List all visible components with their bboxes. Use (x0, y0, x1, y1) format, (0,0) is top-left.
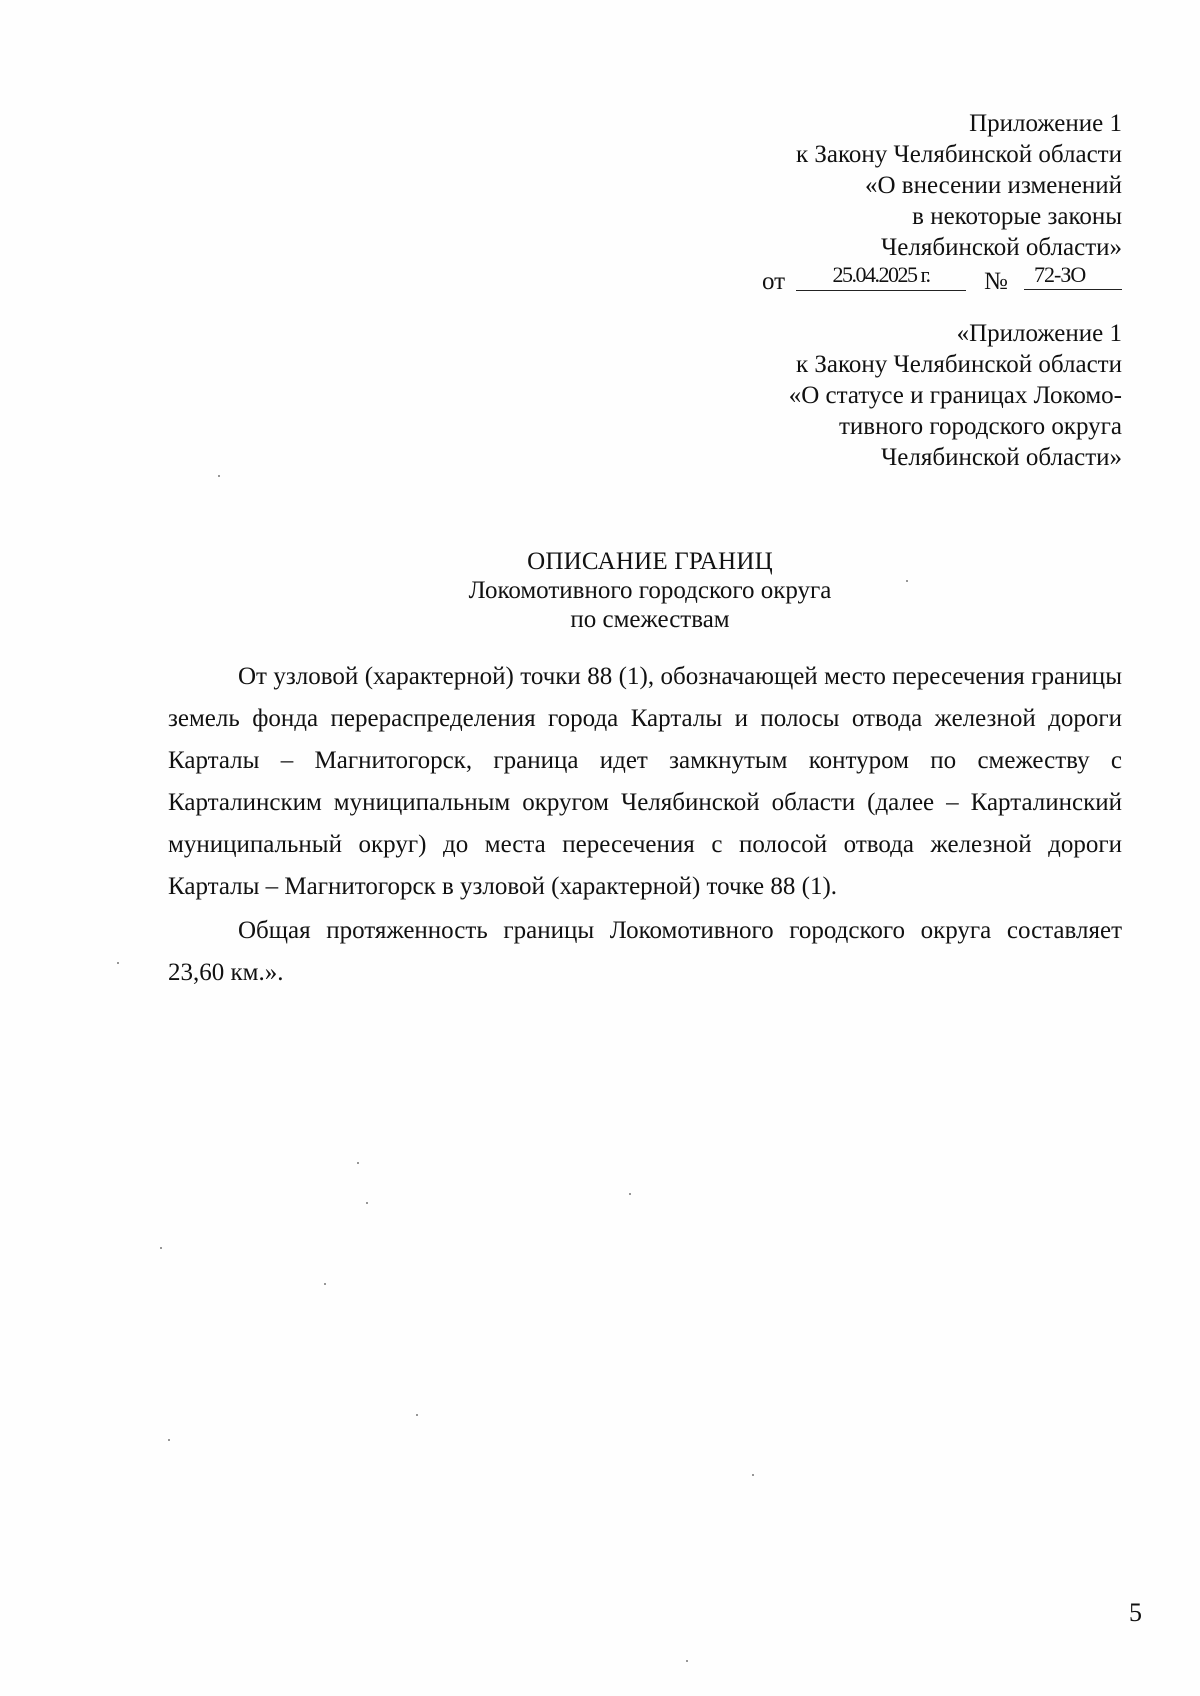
header-line: Челябинской области» (881, 234, 1122, 261)
document-title (0, 547, 1200, 634)
scan-speck (168, 1439, 170, 1441)
scan-speck (752, 1474, 754, 1476)
scan-speck (218, 475, 220, 477)
header-line: к Закону Челябинской области (796, 141, 1122, 168)
body-text (168, 656, 1122, 996)
scan-speck (906, 580, 908, 582)
title-line-3: по смежествам (570, 606, 730, 633)
scan-speck (117, 962, 119, 964)
title-line-1: ОПИСАНИЕ ГРАНИЦ (527, 548, 773, 575)
page-number: 5 (1129, 1598, 1142, 1627)
body-paragraph: От узловой (характерной) точки 88 (1), обозначающей место пересечения границы земель фонда перераспределения города Карталы и полосы отвода железной дороги Карталы – Магнитогорск, граница идет замкнутым контуром по смежеству с Карталинским муниципальным округом Челябинской области (далее – Карталинский муниципальный округ) до места пересечения с полосой отвода железной дороги Карталы – Магнитогорск в узловой (характерной) точке 88 (1). (168, 663, 1122, 900)
scan-speck (160, 1247, 162, 1249)
scan-speck (629, 1193, 631, 1195)
quoted-line: к Закону Челябинской области (796, 351, 1122, 378)
scan-speck (686, 1660, 688, 1662)
quoted-line: «Приложение 1 (956, 320, 1122, 347)
header-line: Приложение 1 (969, 110, 1122, 137)
quoted-line: Челябинской области» (881, 444, 1122, 471)
scan-speck (366, 1202, 368, 1204)
number-field: 72-ЗО (1024, 262, 1122, 290)
header-line: в некоторые законы (912, 203, 1122, 230)
date-number-line (762, 262, 1122, 296)
quoted-appendix-header (602, 318, 1122, 473)
scan-speck (324, 1283, 326, 1285)
header-line: «О внесении изменений (864, 172, 1122, 199)
date-prefix: от (762, 268, 786, 295)
number-sign: № (984, 268, 1008, 295)
scan-speck (357, 1162, 359, 1164)
date-field: 25.04.2025 г. (796, 262, 966, 291)
scan-speck (416, 1414, 418, 1416)
quoted-line: «О статусе и границах Локомо- (788, 382, 1122, 409)
quoted-line: тивного городского округа (838, 413, 1122, 440)
body-paragraph: Общая протяженность границы Локомотивного городского округа составляет 23,60 км.». (168, 917, 1122, 986)
appendix-header (602, 108, 1122, 263)
title-line-2: Локомотивного городского округа (468, 577, 832, 604)
